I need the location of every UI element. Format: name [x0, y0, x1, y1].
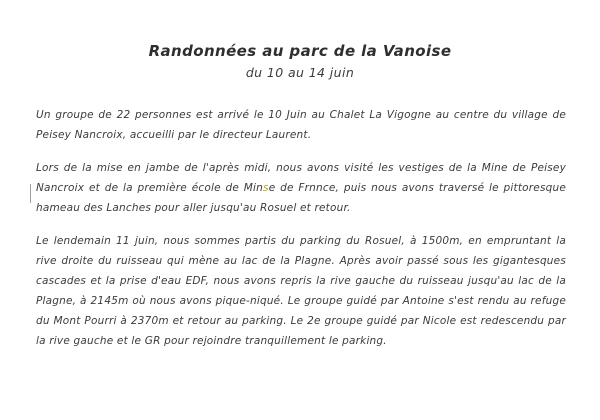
paragraph[interactable]	[36, 158, 566, 218]
paragraph[interactable]	[36, 231, 566, 351]
highlighted-letter: s	[263, 182, 269, 194]
paragraph[interactable]	[36, 105, 566, 145]
text-segment: e de Frnnce, puis nous avons traversé le pittoresque hameau des Lanches pour aller jusqu'au Rosuel et retour.	[36, 182, 567, 214]
document-title: Randonnées au parc de la Vanoise	[148, 42, 452, 60]
document-body[interactable]	[36, 105, 566, 364]
text-segment: Un groupe de 22 personnes est arrivé le 10 Juin au Chalet La Vigogne au centre du village de Peisey Nancroix, accueilli par le directeur Laurent.	[36, 109, 566, 141]
text-segment: Le lendemain 11 juin, nous sommes partis du parking du Rosuel, à 1500m, en empruntant la rive droite du ruisseau qui mène au lac de la Plagne. Après avoir passé sous les gigantesques cascades et la prise d'eau EDF, nous avons repris la rive gauche du ruisseau jusqu'au lac de la Plagne, à 2145m où nous avons pique-niqué. Le groupe guidé par Antoine s'est rendu au refuge du Mont Pourri à 2370m et retour au parking. Le 2e groupe guidé par Nicole est redescendu par la rive gauche et le GR pour rejoindre tranquillement le parking.	[36, 235, 566, 347]
document-subtitle: du 10 au 14 juin	[245, 65, 355, 80]
text-cursor	[30, 184, 31, 203]
text-segment: Lors de la mise en jambe de l'après midi, nous avons visité les vestiges de la Mine de Peisey Nancroix et de la première école de Min	[36, 162, 566, 194]
